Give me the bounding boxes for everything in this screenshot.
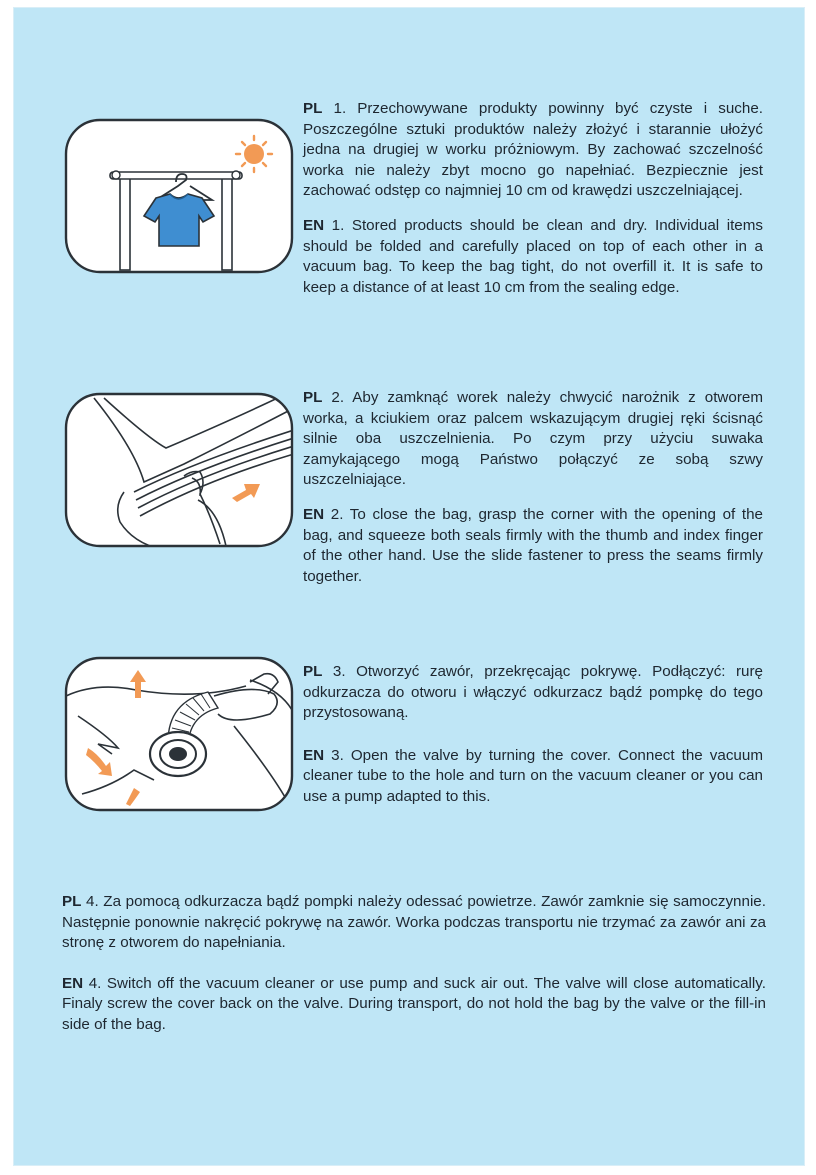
step-1 — [303, 99, 763, 298]
step-1-illustration — [64, 118, 294, 274]
step-4 — [62, 892, 766, 1036]
en-language-label: EN — [303, 505, 325, 523]
step-4-en-text: 4. Switch off the vacuum cleaner or use pump and suck air out. The valve will close automatically. Finaly screw the cover back on the valve. During transport, do not hold the bag by the valve or the fill-in side of the bag. — [62, 974, 766, 1033]
pl-language-label: PL — [303, 663, 323, 680]
step-4-pl-paragraph — [62, 892, 766, 954]
step-2-en-text: 2. To close the bag, grasp the corner with the opening of the bag, and squeeze both seals firmly with the thumb and index finger of the other hand. Use the slide fastener to press the seams firmly together. — [303, 505, 763, 585]
en-language-label: EN — [303, 216, 325, 234]
step-2-illustration — [64, 392, 294, 548]
instruction-sheet — [14, 8, 804, 1165]
step-3-illustration — [64, 656, 294, 812]
step-1-pl-paragraph — [303, 99, 763, 202]
clothes-drying-icon — [64, 118, 294, 274]
step-1-en-text: 1. Stored products should be clean and dry. Individual items should be folded and carefully placed on top of each other in a vacuum bag. To keep the bag tight, do not overfill it. It is safe to keep a distance of at least 10 cm from the sealing edge. — [303, 216, 763, 296]
step-4-pl-text: 4. Za pomocą odkurzacza bądź pompki należy odessać powietrze. Zawór zamknie się samoczynnie. Następnie ponownie nakręcić pokrywę na zawór. Worka podczas transportu nie trzymać za zawór ani za stronę z otworem do napełniania. — [62, 893, 766, 952]
step-2-pl-paragraph — [303, 388, 763, 491]
step-3-pl-paragraph — [303, 662, 763, 724]
vacuum-valve-icon — [64, 656, 294, 812]
pl-language-label: PL — [303, 389, 323, 406]
en-language-label: EN — [303, 746, 325, 764]
step-2-pl-text: 2. Aby zamknąć worek należy chwycić narożnik z otworem worka, a kciukiem oraz palcem wskazującym drugiej ręki ścisnąć silnie oba uszczelnienia. Po czym przy użyciu suwaka zamykającego mogą Państwo połączyć ze sobą szwy uszczelniające. — [303, 389, 763, 489]
step-3-en-text: 3. Open the valve by turning the cover. Connect the vacuum cleaner tube to the hole and turn on the vacuum cleaner or you can use a pump adapted to this. — [303, 746, 763, 805]
step-3 — [303, 662, 763, 808]
step-3-en-paragraph — [303, 746, 763, 808]
step-1-pl-text: 1. Przechowywane produkty powinny być czyste i suche. Poszczególne sztuki produktów należy złożyć i starannie ułożyć jedna na drugiej w worku próżniowym. By zachować szczelność worka nie należy zbyt mocno go napełniać. Bezpiecznie jest zachować odstęp co najmniej 10 cm od krawędzi uszczelniającej. — [303, 100, 763, 200]
pl-language-label: PL — [303, 100, 323, 117]
step-3-pl-text: 3. Otworzyć zawór, przekręcając pokrywę. Podłączyć: rurę odkurzacza do otworu i włączyć odkurzacz bądź pompkę do tego przystosowaną. — [303, 663, 763, 722]
en-language-label: EN — [62, 974, 84, 992]
pl-language-label: PL — [62, 893, 82, 910]
step-1-en-paragraph — [303, 216, 763, 298]
step-4-en-paragraph — [62, 974, 766, 1036]
closing-bag-hands-icon — [64, 392, 294, 548]
step-2-en-paragraph — [303, 505, 763, 587]
step-2 — [303, 388, 763, 587]
